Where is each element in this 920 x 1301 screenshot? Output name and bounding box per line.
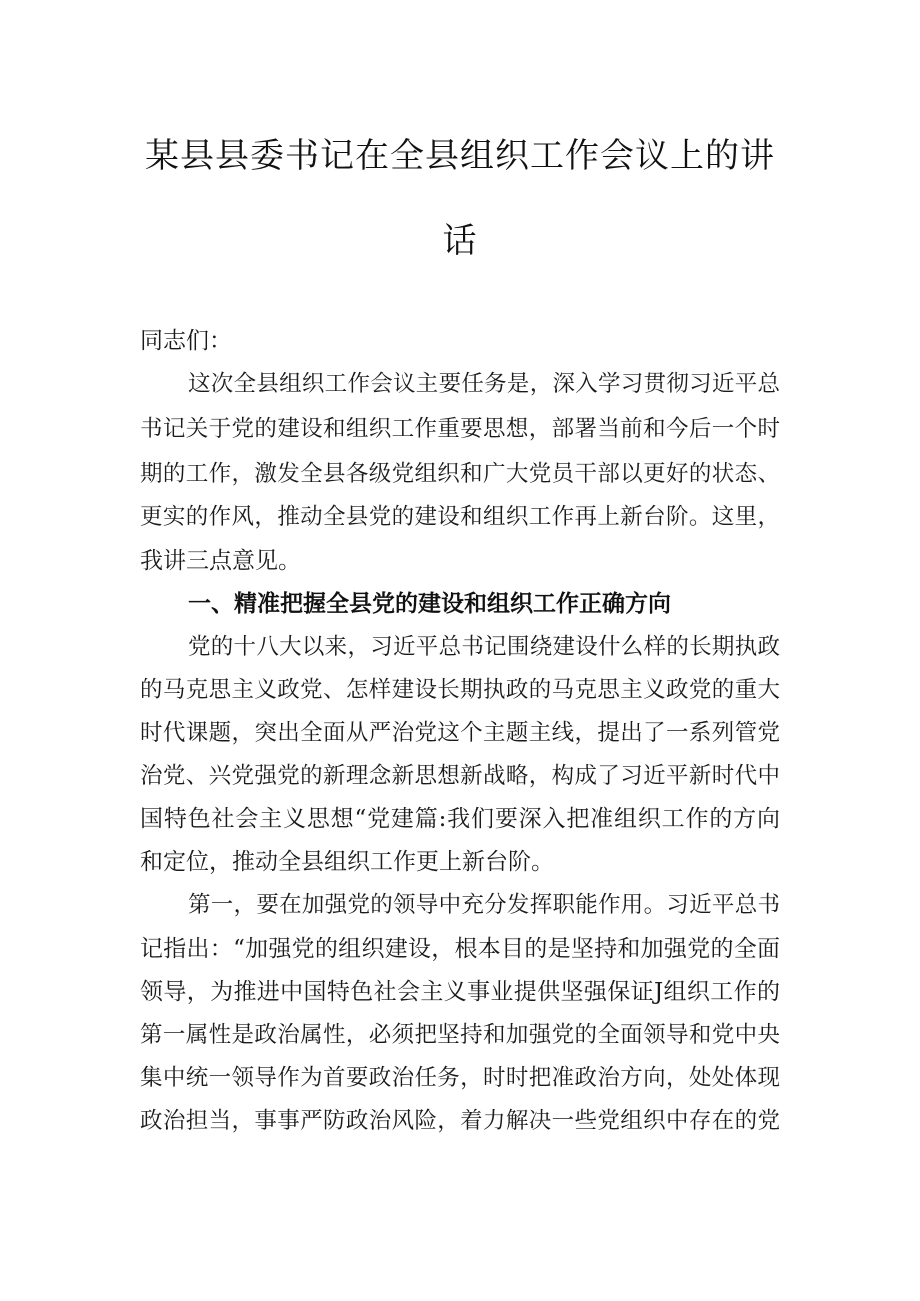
paragraph-2-line: 和定位，推动全县组织工作更上新台阶。 <box>140 849 554 875</box>
paragraph-1-line: 书记关于党的建设和组织工作重要思想，部署当前和今后一个时 <box>140 416 780 442</box>
salutation: 同志们： <box>140 328 232 354</box>
section-heading-1: 一、精准把握全县党的建设和组织工作正确方向 <box>188 591 671 617</box>
paragraph-1-line: 期的工作，激发全县各级党组织和广大党员干部以更好的状态、 <box>140 461 780 487</box>
paragraph-2-line: 的马克思主义政党、怎样建设长期执政的马克思主义政党的重大 <box>140 677 780 703</box>
paragraph-2-line: 治党、兴党强党的新理念新思想新战略，构成了习近平新时代中 <box>140 763 780 789</box>
document-title-line-1: 某县县委书记在全县组织工作会议上的讲 <box>145 136 775 176</box>
paragraph-2-line: 党的十八大以来，习近平总书记围绕建设什么样的长期执政 <box>188 634 780 660</box>
document-title-line-2: 话 <box>442 221 478 261</box>
paragraph-1-line: 这次全县组织工作会议主要任务是，深入学习贯彻习近平总 <box>188 371 780 397</box>
paragraph-2-line: 国特色社会主义思想“党建篇:我们要深入把准组织工作的方向 <box>140 806 780 832</box>
paragraph-1-line: 更实的作风，推动全县党的建设和组织工作再上新台阶。这里， <box>140 504 780 530</box>
paragraph-3-line: 第一，要在加强党的领导中充分发挥职能作用。习近平总书 <box>188 892 780 918</box>
paragraph-1-line: 我讲三点意见。 <box>140 548 301 574</box>
paragraph-3-line: 记指出：“加强党的组织建设，根本目的是坚持和加强党的全面 <box>140 936 780 962</box>
paragraph-3-line: 第一属性是政治属性，必须把坚持和加强党的全面领导和党中央 <box>140 1022 780 1048</box>
paragraph-3-line: 领导，为推进中国特色社会主义事业提供坚强保证J组织工作的 <box>140 979 780 1005</box>
paragraph-3-line: 政治担当，事事严防政治风险，着力解决一些党组织中存在的党 <box>140 1108 780 1134</box>
paragraph-2-line: 时代课题，突出全面从严治党这个主题主线，提出了一系列管党 <box>140 720 780 746</box>
paragraph-3-line: 集中统一领导作为首要政治任务，时时把准政治方向，处处体现 <box>140 1065 780 1091</box>
